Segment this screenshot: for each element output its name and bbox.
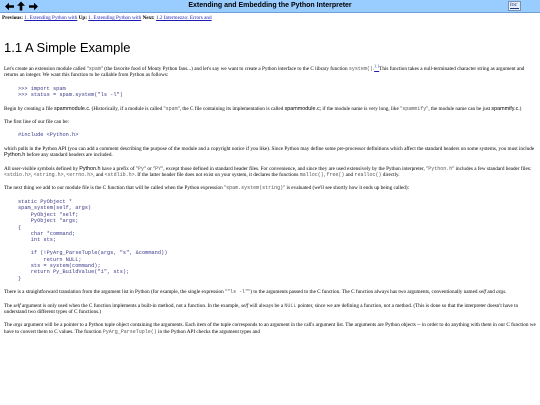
toc-button[interactable] (508, 1, 521, 11)
code-function: static PyObject * spam_system(self, args) PyObject *self; PyObject *args; { char *command; int sts; if (!PyArg_ParseTuple(args, "s", &command)) return NULL; sts = system(command); return Py_BuildValue("i", sts); } (18, 198, 168, 282)
previous-label: Previous: (2, 15, 23, 21)
up-label: Up: (78, 15, 87, 21)
self-paragraph: The self argument is only used when the C function implements a built-in method, not a function. In the example, self will always be a NULL pointer, since we are defining a function, not a method. (This is done so that the interpreter doesn't have to understand two different types of C functions.) (4, 302, 519, 315)
pulls-paragraph: which pulls in the Python API (you can add a comment describing the purpose of the module and a copyright notice if you like). Since Python may define some pre-processor definitions which affect the standard headers on some systems, you must include Python.h before any standard headers are included. (4, 145, 535, 159)
up-link[interactable]: 1. Extending Python with (88, 15, 142, 21)
main-content (4, 40, 536, 342)
section-title: 1.1 A Simple Example (4, 40, 131, 55)
document-title: Extending and Embedding the Python Interpreter (188, 2, 352, 9)
first-line-paragraph: The first line of our file can be: (4, 119, 69, 126)
file-paragraph: Begin by creating a file spammodule.c. (Historically, if a module is called "spam", the C file containing its implementation is called spammodule.c; if the module name is very long, like "spammify", the module name can be just spammify.c.) (4, 105, 522, 112)
next-link[interactable]: 1.2 Intermezzo: Errors and (155, 15, 212, 21)
previous-link[interactable]: 1. Extending Python with (24, 15, 78, 21)
next-thing-paragraph: The next thing we add to our module file is the C function that will be called when the Python expression "spam.system(string)" is evaluated (we'll see shortly how it ends up being called): (4, 185, 410, 192)
breadcrumb (2, 14, 538, 22)
toc-label: toc (510, 2, 518, 8)
args-paragraph: The args argument will be a pointer to a Python tuple object containing the arguments. Each item of the tuple corresponds to an argument in the call's argument list. The arguments are Python objects -- in order to do anything with them in our C function we have to convert them to C values. The function PyArg_ParseTuple() in the Python API checks the argument types and (4, 322, 536, 335)
footnote-link[interactable]: 1.1 (374, 63, 380, 69)
navigation-bar (0, 0, 540, 13)
symbols-paragraph: All user-visible symbols defined by Python.h have a prefix of "Py" or "PY", except those defined in standard header files. For convenience, and since they are used extensively by the Python interpreter, "Python.h" includes a few standard header files: <stdio.h>, <string.h>, <errno.h>, and <stdlib.h>. If the latter header file does not exist on your system, it declares the functions malloc(), free() and realloc() directly. (4, 165, 532, 179)
code-include: #include <Python.h> (18, 132, 79, 139)
toc-underline-icon (510, 8, 519, 9)
code-example: >>> import spam >>> status = spam.system("ls -l") (18, 85, 123, 99)
intro-paragraph: Let's create an extension module called "spam" (the favorite food of Monty Python fans...) and let's say we want to create a Python interface to the C library function system().$^{1.1}$This function takes a null-terminated character string as argument and returns an integer. We want this function to be callable from Python as follows: (4, 63, 525, 79)
translation-paragraph: There is a straightforward translation from the argument list in Python (for example, the single expression ""ls -l"") to the arguments passed to the C function. The C function always has two arguments, conventionally named self and args. (4, 289, 507, 296)
next-label: Next: (142, 15, 155, 21)
